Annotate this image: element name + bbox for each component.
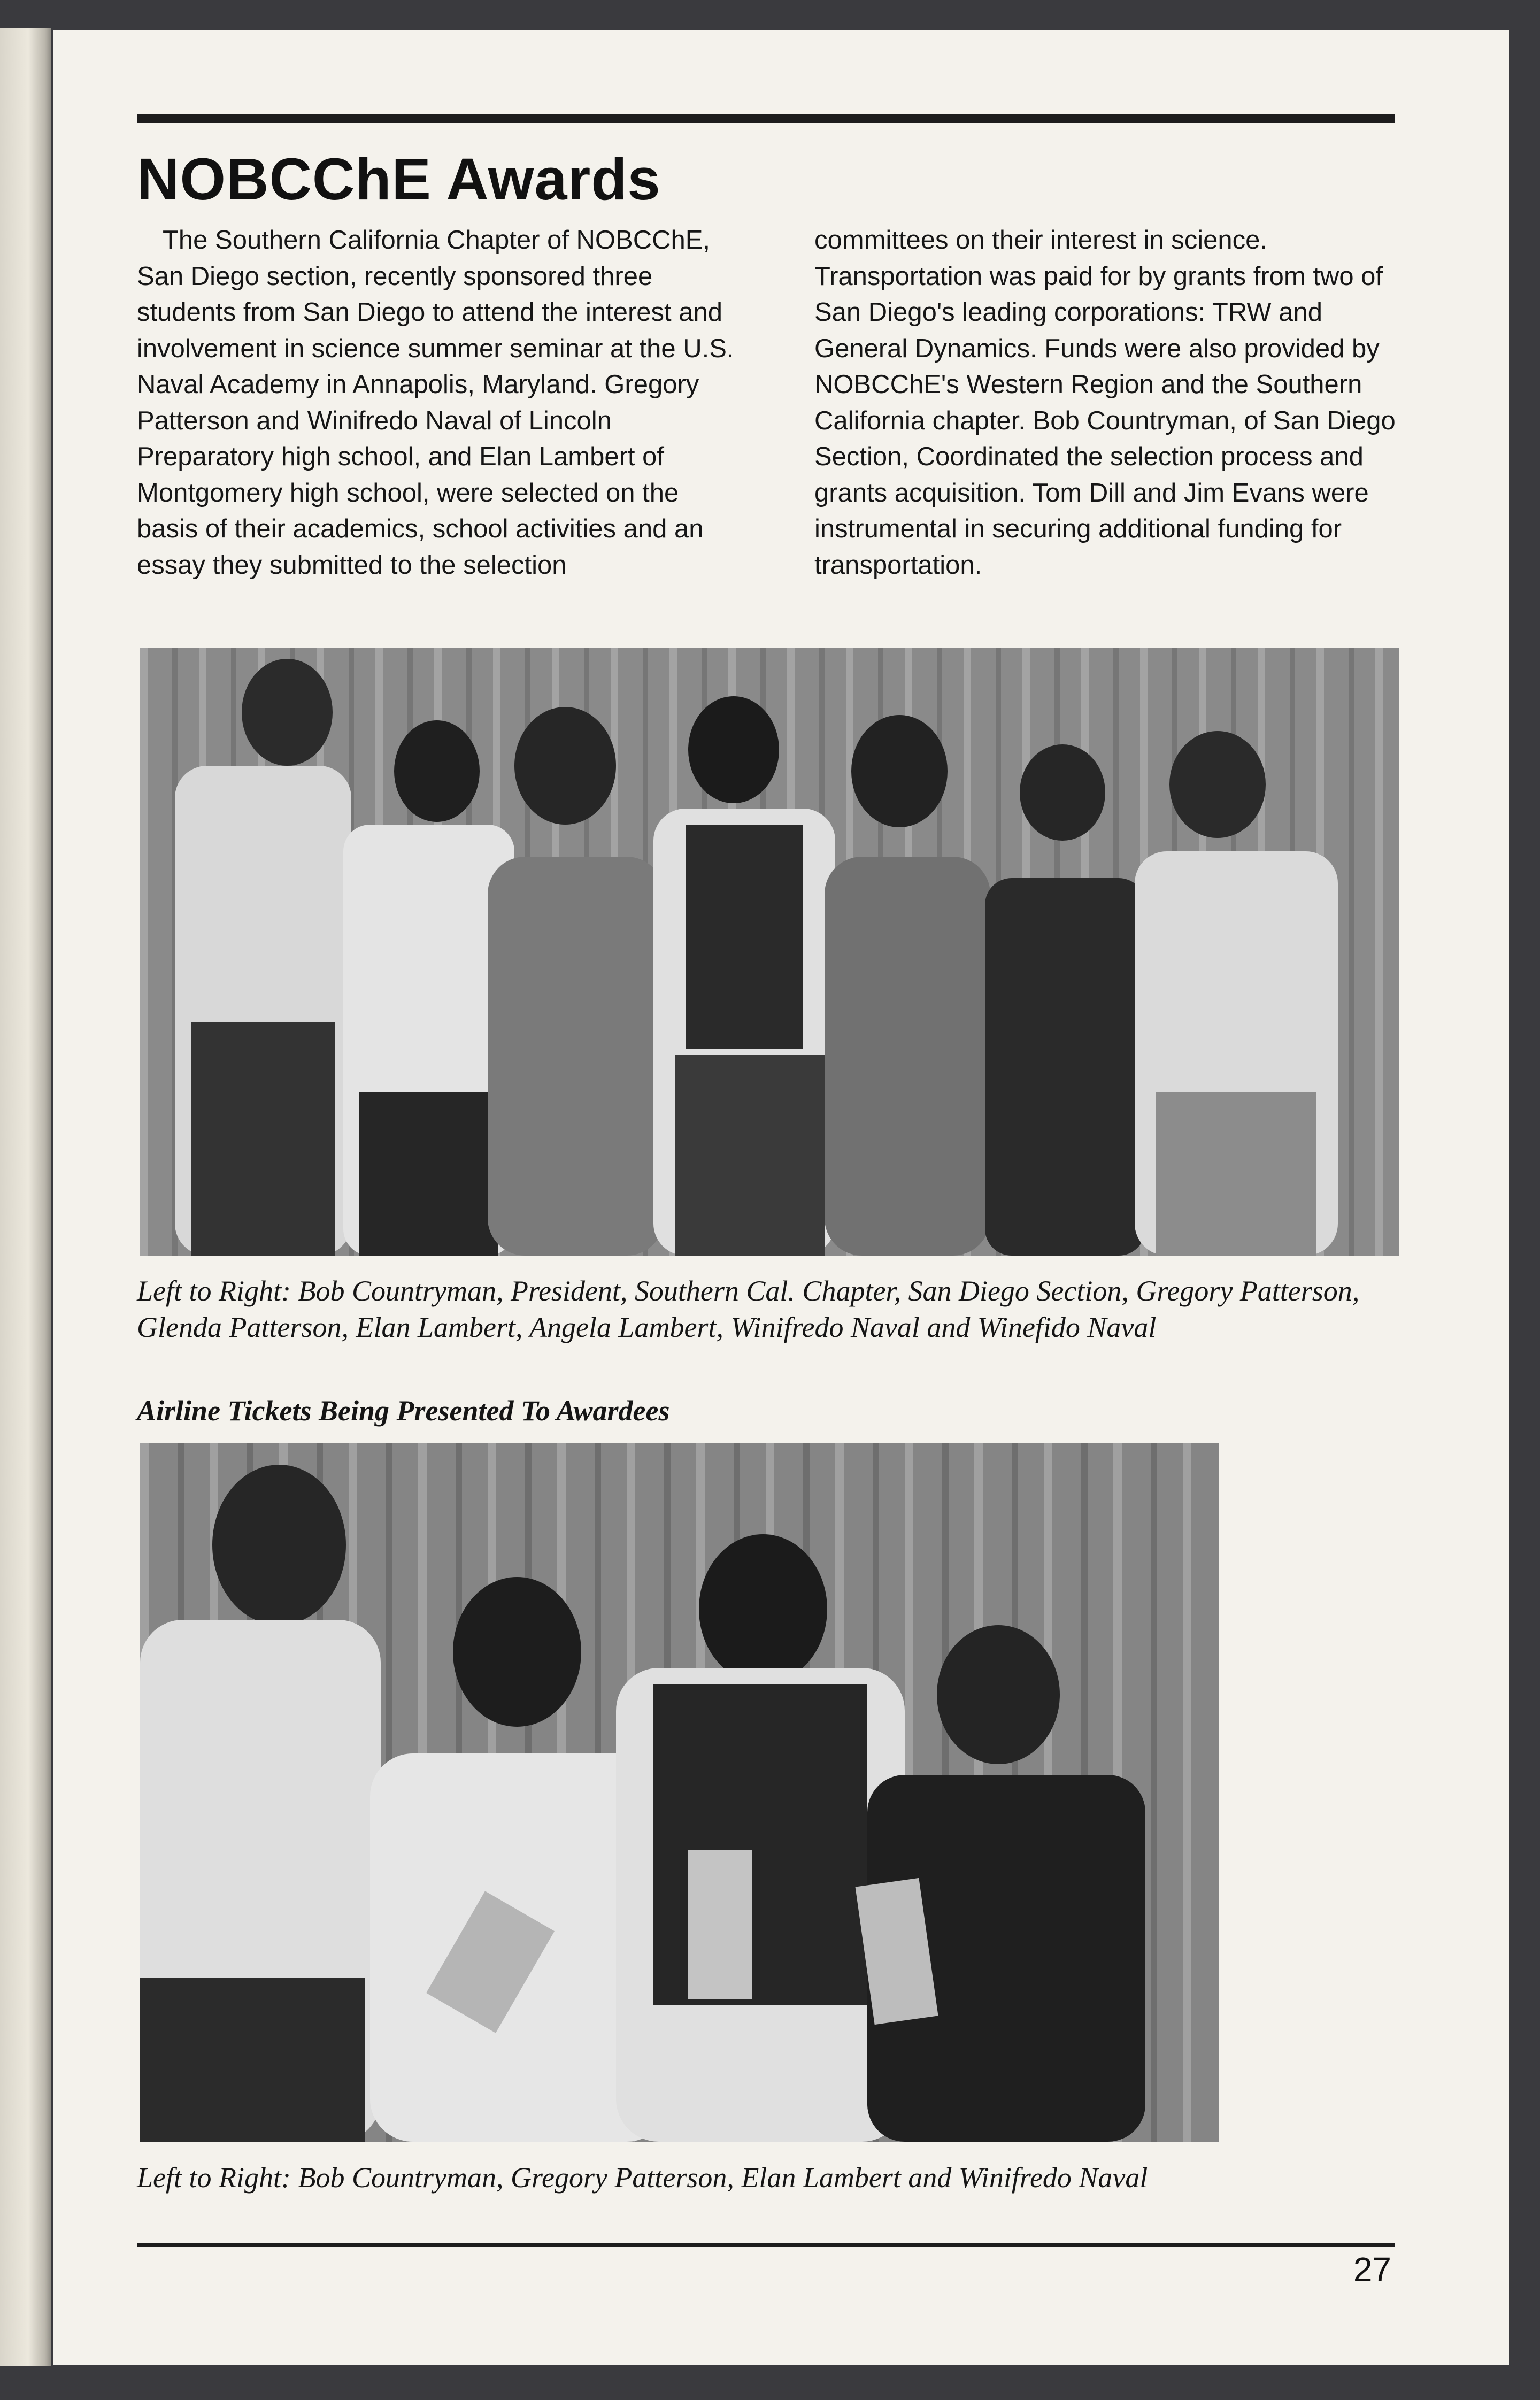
tickets-photo — [140, 1443, 1219, 2142]
bottom-rule — [137, 2243, 1395, 2247]
tickets-photo-heading: Airline Tickets Being Presented To Awardees — [137, 1395, 670, 1427]
article-column-2: committees on their interest in science. Transportation was paid for by grants from two of San Diego's leading corporations: TRW and General Dynamics. Funds were also provided by NOBCChE's Western Region and the Southern California chapter. Bob Countryman, of San Diego Section, Coordinated the selection process and grants acquisition. Tom Dill and Jim Evans were instrumental in securing additional funding for transportation. — [814, 226, 1396, 580]
top-rule — [137, 114, 1395, 123]
page-number: 27 — [1353, 2250, 1391, 2289]
magazine-page — [53, 30, 1509, 2365]
article-column-1: The Southern California Chapter of NOBCChE, San Diego section, recently sponsored three students from San Diego to attend the interest and involvement in science summer seminar at the U.S. Naval Academy in Annapolis, Maryland. Gregory Patterson and Winifredo Naval of Lincoln Preparatory high school, and Elan Lambert of Montgomery high school, were selected on the basis of their academics, school activities and an essay they submitted to the selection — [137, 226, 734, 580]
group-photo — [140, 648, 1399, 1256]
article-title: NOBCChE Awards — [137, 147, 661, 212]
group-photo-caption: Left to Right: Bob Countryman, President, Southern Cal. Chapter, San Diego Section, Gregory Patterson, Glenda Patterson, Elan Lambert, Angela Lambert, Winifredo Naval and Winefido Naval — [137, 1275, 1360, 1343]
book-spine — [0, 28, 51, 2366]
tickets-photo-caption: Left to Right: Bob Countryman, Gregory Patterson, Elan Lambert and Winifredo Naval — [137, 2161, 1148, 2194]
